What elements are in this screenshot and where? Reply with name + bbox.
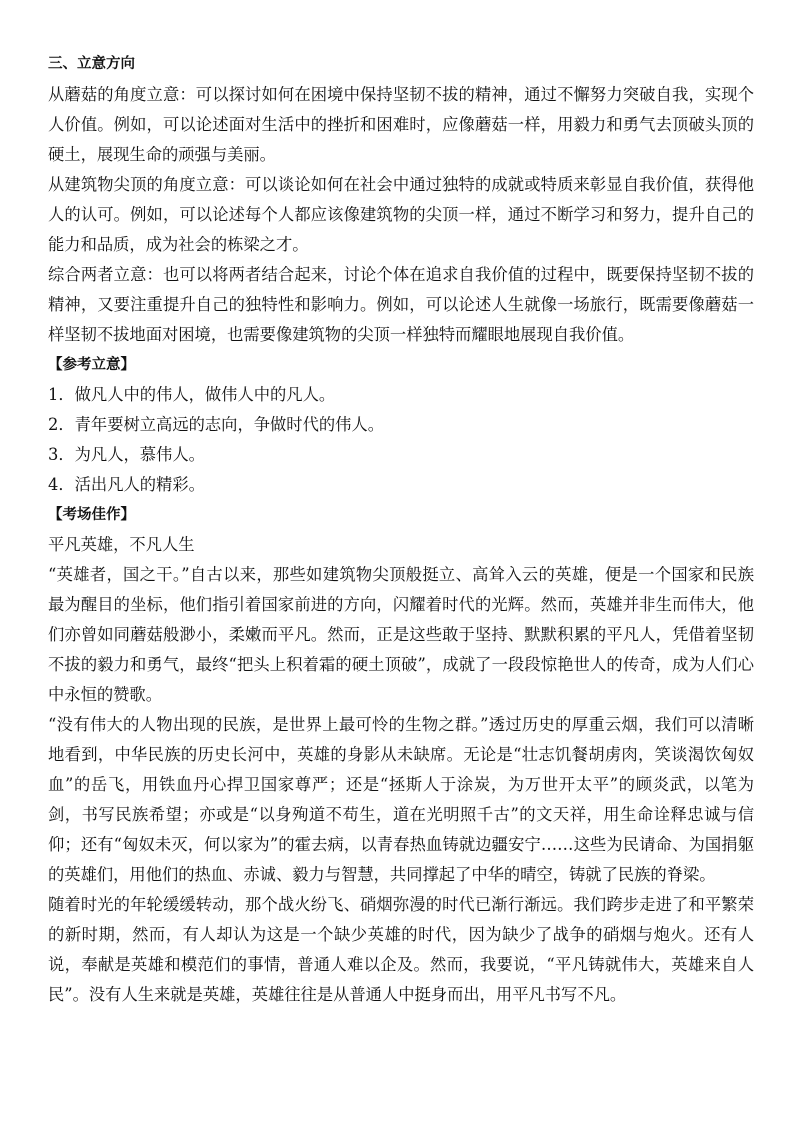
angle-paragraph-combined: 综合两者立意：也可以将两者结合起来，讨论个体在追求自我价值的过程中，既要保持坚韧不拔的精神，又要注重提升自己的独特性和影响力。例如，可以论述人生就像一场旅行，既需要像蘑菇一样坚韧不拔地面对困境，也需要像建筑物的尖顶一样独特而耀眼地展现自我价值。 — [48, 265, 754, 344]
document-page — [48, 52, 754, 1010]
reference-item: 3．为凡人，慕伟人。 — [48, 445, 205, 464]
reference-heading: 【参考立意】 — [48, 357, 135, 373]
reference-item: 2．青年要树立高远的志向，争做时代的伟人。 — [48, 415, 384, 434]
essay-paragraph: “英雄者，国之干。”自古以来，那些如建筑物尖顶般挺立、高耸入云的英雄，便是一个国家和民族最为醒目的坐标，他们指引着国家前进的方向，闪耀着时代的光辉。然而，英雄并非生而伟大，他们亦曾如同蘑菇般渺小，柔嫩而平凡。然而，正是这些敢于坚持、默默积累的平凡人，凭借着坚韧不拔的毅力和勇气，最终“把头上积着霜的硬土顶破”，成就了一段段惊艳世人的传奇，成为人们心中永恒的赞歌。 — [48, 565, 754, 704]
section-heading: 三、立意方向 — [48, 56, 135, 72]
angle-paragraph-mushroom: 从蘑菇的角度立意：可以探讨如何在困境中保持坚韧不拔的精神，通过不懈努力突破自我，实现个人价值。例如，可以论述面对生活中的挫折和困难时，应像蘑菇一样，用毅力和勇气去顶破头顶的硬土，展现生命的顽强与美丽。 — [48, 85, 754, 164]
angle-paragraph-spire: 从建筑物尖顶的角度立意：可以谈论如何在社会中通过独特的成就或特质来彰显自我价值，获得他人的认可。例如，可以论述每个人都应该像建筑物的尖顶一样，通过不断学习和努力，提升自己的能力和品质，成为社会的栋梁之才。 — [48, 175, 754, 254]
reference-item: 1．做凡人中的伟人，做伟人中的凡人。 — [48, 385, 336, 404]
essay-paragraph: “没有伟大的人物出现的民族，是世界上最可怜的生物之群。”透过历史的厚重云烟，我们可以清晰地看到，中华民族的历史长河中，英雄的身影从未缺席。无论是“壮志饥餐胡虏肉，笑谈渴饮匈奴血”的岳飞，用铁血丹心捍卫国家尊严；还是“拯斯人于涂炭，为万世开太平”的顾炎武，以笔为剑，书写民族希望；亦或是“以身殉道不苟生，道在光明照千古”的文天祥，用生命诠释忠诚与信仰；还有“匈奴未灭，何以家为”的霍去病，以青春热血铸就边疆安宁……这些为民请命、为国捐躯的英雄们，用他们的热血、赤诚、毅力与智慧，共同撑起了中华的晴空，铸就了民族的脊梁。 — [48, 715, 754, 884]
essay-title: 平凡英雄，不凡人生 — [48, 535, 195, 554]
essay-heading: 【考场佳作】 — [48, 507, 135, 523]
reference-item: 4．活出凡人的精彩。 — [48, 475, 205, 494]
essay-paragraph: 随着时光的年轮缓缓转动，那个战火纷飞、硝烟弥漫的时代已渐行渐远。我们跨步走进了和平繁荣的新时期，然而，有人却认为这是一个缺少英雄的时代，因为缺少了战争的硝烟与炮火。还有人说，奉献是英雄和模范们的事情，普通人难以企及。然而，我要说，“平凡铸就伟大，英雄来自人民”。没有人生来就是英雄，英雄往往是从普通人中挺身而出，用平凡书写不凡。 — [48, 895, 754, 1004]
